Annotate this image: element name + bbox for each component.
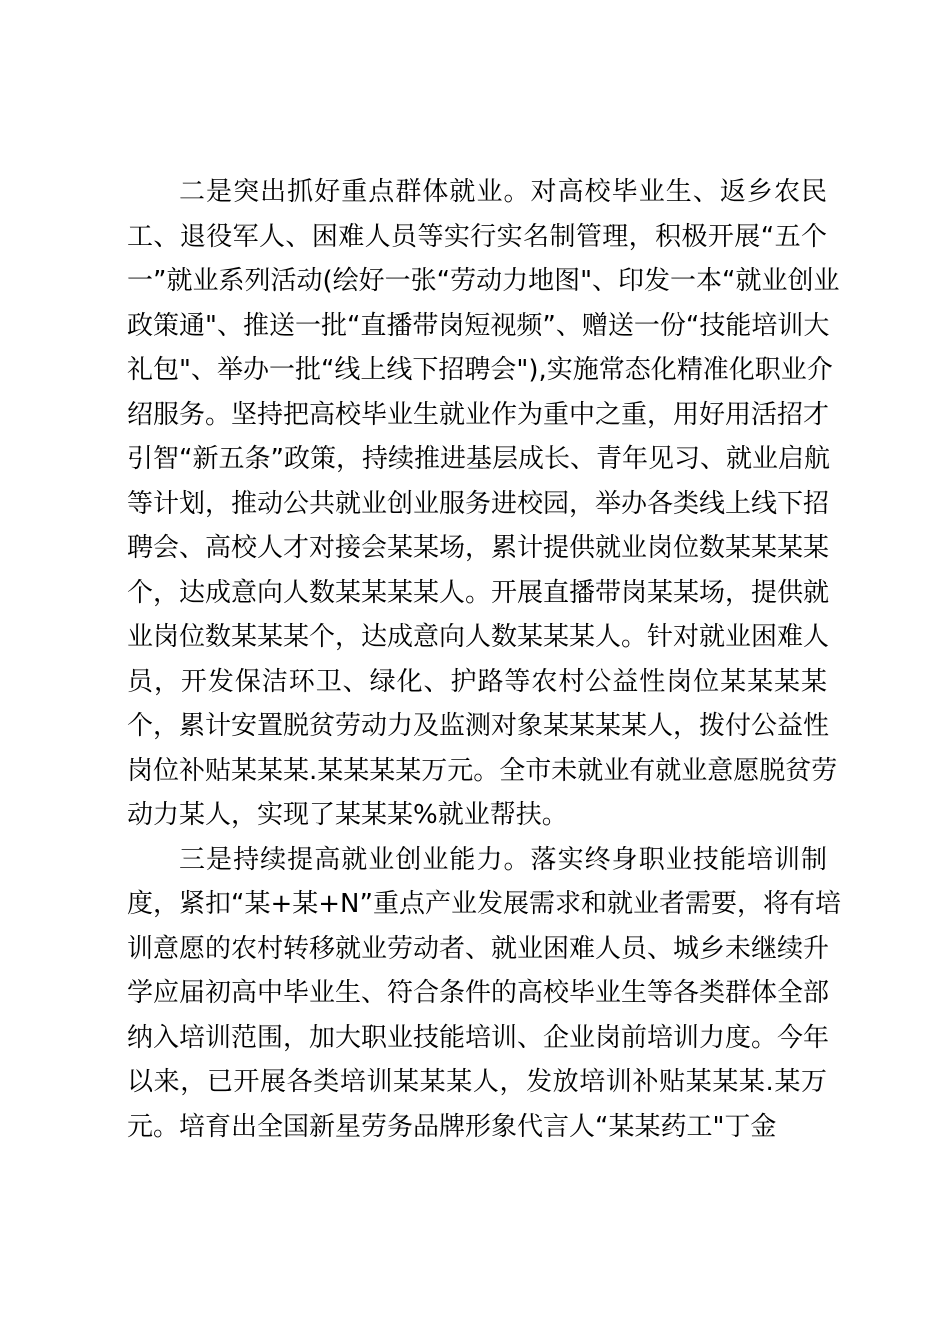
text-line: 员，开发保洁环卫、绿化、护路等农村公益性岗位某某某某 [127, 666, 827, 697]
text-line: 个，累计安置脱贫劳动力及监测对象某某某某人，拨付公益性 [127, 711, 830, 741]
text-line: 一”就业系列活动(绘好一张“劳动力地图"、印发一本“就业创业 [127, 266, 840, 296]
text-line: 纳入培训范围，加大职业技能培训、企业岗前培训力度。今年 [127, 1022, 830, 1053]
text-line: 引智“新五条”政策，持续推进基层成长、青年见习、就业启航 [127, 444, 830, 474]
text-line: 动力某人，实现了某某某%就业帮扶。 [127, 800, 568, 830]
paragraph-key-groups-employment [127, 170, 840, 838]
text-line: 个，达成意向人数某某某某人。开展直播带岗某某场，提供就 [127, 577, 830, 608]
text-line: 元。培育出全国新星劳务品牌形象代言人“某某药工"丁金 [127, 1111, 777, 1142]
paragraph-employment-skills [127, 838, 841, 1150]
text-line: 训意愿的农村转移就业劳动者、就业困难人员、城乡未继续升 [127, 933, 830, 964]
text-line: 政策通"、推送一批“直播带岗短视频”、赠送一份“技能培训大 [127, 310, 830, 341]
text-line: 聘会、高校人才对接会某某场，累计提供就业岗位数某某某某 [127, 533, 830, 563]
text-line: 岗位补贴某某某.某某某某万元。全市未就业有就业意愿脱贫劳 [127, 755, 838, 786]
text-line: 等计划，推动公共就业创业服务进校园，举办各类线上线下招 [127, 488, 830, 519]
body-text [127, 170, 841, 1149]
text-line: 工、退役军人、困难人员等实行实名制管理，积极开展“五个 [127, 221, 827, 252]
text-line: 度，紧扣“某+某+N”重点产业发展需求和就业者需要，将有培 [127, 889, 841, 919]
text-line: 学应届初高中毕业生、符合条件的高校毕业生等各类群体全部 [127, 978, 830, 1008]
text-line: 二是突出抓好重点群体就业。对高校毕业生、返乡农民 [179, 177, 827, 207]
text-line: 业岗位数某某某个，达成意向人数某某某人。针对就业困难人 [127, 622, 830, 652]
text-line: 礼包"、举办一批“线上线下招聘会"),实施常态化精准化职业介 [127, 355, 833, 385]
text-line: 以来，已开展各类培训某某某人，发放培训补贴某某某.某万 [127, 1067, 827, 1097]
text-line: 绍服务。坚持把高校毕业生就业作为重中之重，用好用活招才 [127, 399, 830, 430]
text-line: 三是持续提高就业创业能力。落实终身职业技能培训制 [179, 844, 827, 875]
